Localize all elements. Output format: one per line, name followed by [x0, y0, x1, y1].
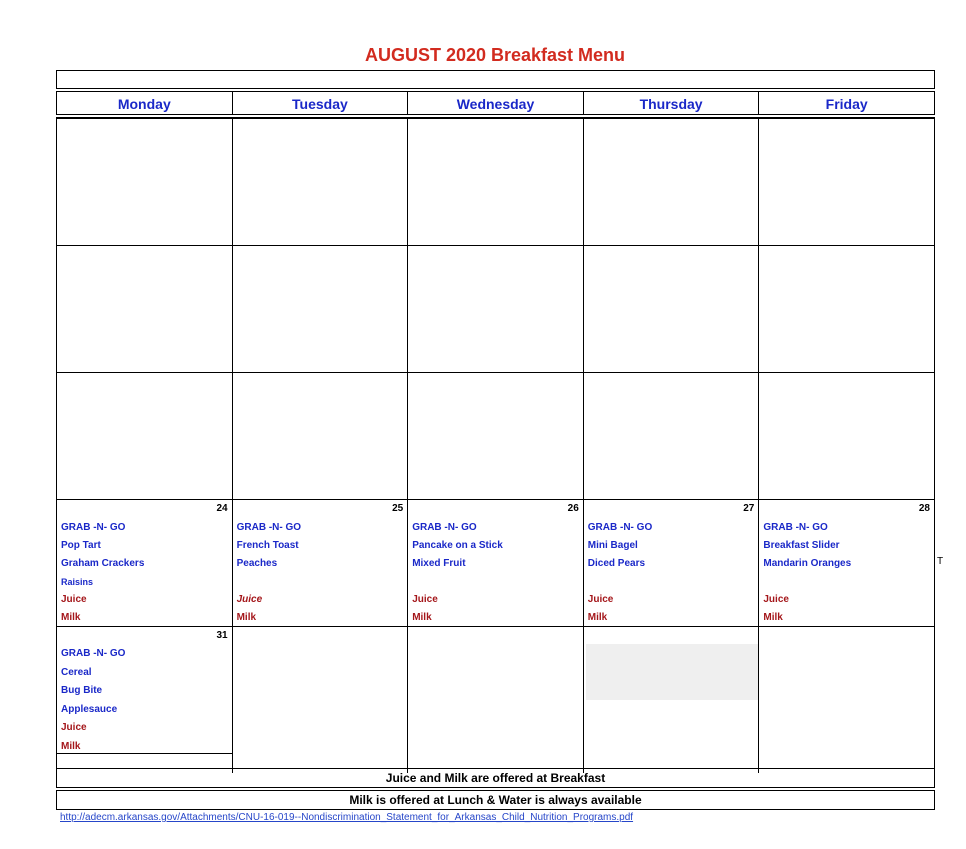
menu-spacer [237, 575, 301, 593]
juice-item: Juice [587, 594, 614, 605]
day-cell [583, 627, 759, 773]
cell-divider [57, 753, 233, 754]
day-number: 31 [216, 630, 228, 641]
week-row-1 [56, 119, 935, 246]
menu-item: Mini Bagel [587, 540, 638, 551]
menu-item: Pop Tart [61, 540, 101, 551]
menu-item: Graham Crackers [61, 558, 145, 569]
calendar-grid [56, 117, 935, 773]
day-number: 26 [567, 503, 579, 514]
day-number: 27 [743, 503, 755, 514]
menu-item: GRAB -N- GO [236, 522, 302, 533]
day-number: 25 [392, 503, 404, 514]
week-row-3 [56, 373, 935, 500]
milk-item: Milk [587, 612, 608, 623]
day-cell [583, 246, 759, 372]
day-cell-24 [56, 500, 232, 626]
day-number: 28 [918, 503, 930, 514]
menu-item: Mandarin Oranges [763, 558, 852, 569]
menu-item: Raisins [61, 577, 94, 587]
menu-items [237, 521, 301, 629]
menu-item: Bug Bite [61, 685, 103, 696]
week-row-2 [56, 246, 935, 373]
menu-item: GRAB -N- GO [587, 522, 653, 533]
menu-item: French Toast [236, 540, 299, 551]
week-row-5 [56, 627, 935, 773]
menu-items [763, 521, 851, 629]
day-cell-26 [407, 500, 583, 626]
footer-note-1: Juice and Milk are offered at Breakfast [56, 768, 935, 788]
stray-character: T [937, 556, 944, 567]
day-cell [758, 119, 935, 245]
header-tuesday: Tuesday [233, 92, 409, 114]
day-cell-31 [56, 627, 232, 773]
juice-item: Juice [412, 594, 438, 605]
menu-items [61, 521, 144, 629]
menu-items [61, 647, 125, 758]
day-cell [232, 373, 408, 499]
day-cell [407, 119, 583, 245]
juice-item: Juice [61, 594, 87, 605]
menu-title: AUGUST 2020 Breakfast Menu [364, 45, 626, 65]
menu-item: Breakfast Slider [763, 540, 840, 551]
day-cell-27 [583, 500, 759, 626]
menu-item: Peaches [236, 558, 278, 569]
milk-item: Milk [61, 612, 81, 623]
nondiscrimination-link[interactable]: http://adecm.arkansas.gov/Attachments/CNU-16-019--Nondiscrimination_Statement_for_Arkansas_Child_Nutrition_Programs.pdf [60, 812, 634, 823]
day-cell-25 [232, 500, 408, 626]
header-thursday: Thursday [584, 92, 760, 114]
shaded-area [586, 644, 758, 700]
menu-item: Applesauce [61, 703, 118, 715]
day-cell [56, 246, 232, 372]
milk-item: Milk [61, 740, 81, 752]
menu-spacer [588, 575, 652, 593]
menu-item: Diced Pears [587, 558, 646, 569]
juice-item: Juice [763, 594, 789, 605]
day-cell [758, 246, 935, 372]
day-cell [583, 119, 759, 245]
top-banner-row [56, 70, 935, 89]
menu-items [588, 521, 652, 629]
header-wednesday: Wednesday [408, 92, 584, 114]
day-cell [758, 627, 935, 773]
milk-item: Milk [236, 612, 257, 623]
menu-spacer [412, 575, 503, 593]
day-cell-28 [758, 500, 935, 626]
header-monday: Monday [57, 92, 233, 114]
header-friday: Friday [825, 96, 868, 112]
menu-item: GRAB -N- GO [61, 522, 126, 533]
day-cell [583, 373, 759, 499]
day-cell [232, 119, 408, 245]
menu-item: Cereal [61, 666, 92, 678]
menu-item: Mixed Fruit [412, 558, 466, 569]
menu-item: GRAB -N- GO [763, 522, 828, 533]
day-cell [407, 627, 583, 773]
menu-spacer [763, 575, 851, 593]
day-cell [232, 246, 408, 372]
day-cell [56, 373, 232, 499]
day-cell [407, 246, 583, 372]
menu-items [412, 521, 503, 629]
juice-item: Juice [236, 594, 263, 605]
weekday-header [56, 91, 935, 115]
day-cell [56, 119, 232, 245]
menu-item: GRAB -N- GO [412, 522, 477, 533]
menu-item: Pancake on a Stick [412, 540, 503, 551]
day-cell [407, 373, 583, 499]
juice-item: Juice [61, 722, 87, 733]
milk-item: Milk [763, 612, 783, 623]
day-number: 24 [216, 503, 228, 514]
menu-item: GRAB -N- GO [61, 648, 126, 659]
week-row-4 [56, 500, 935, 627]
milk-item: Milk [412, 612, 432, 623]
footer-note-2: Milk is offered at Lunch & Water is always available [56, 790, 935, 810]
day-cell [232, 627, 408, 773]
day-cell [758, 373, 935, 499]
